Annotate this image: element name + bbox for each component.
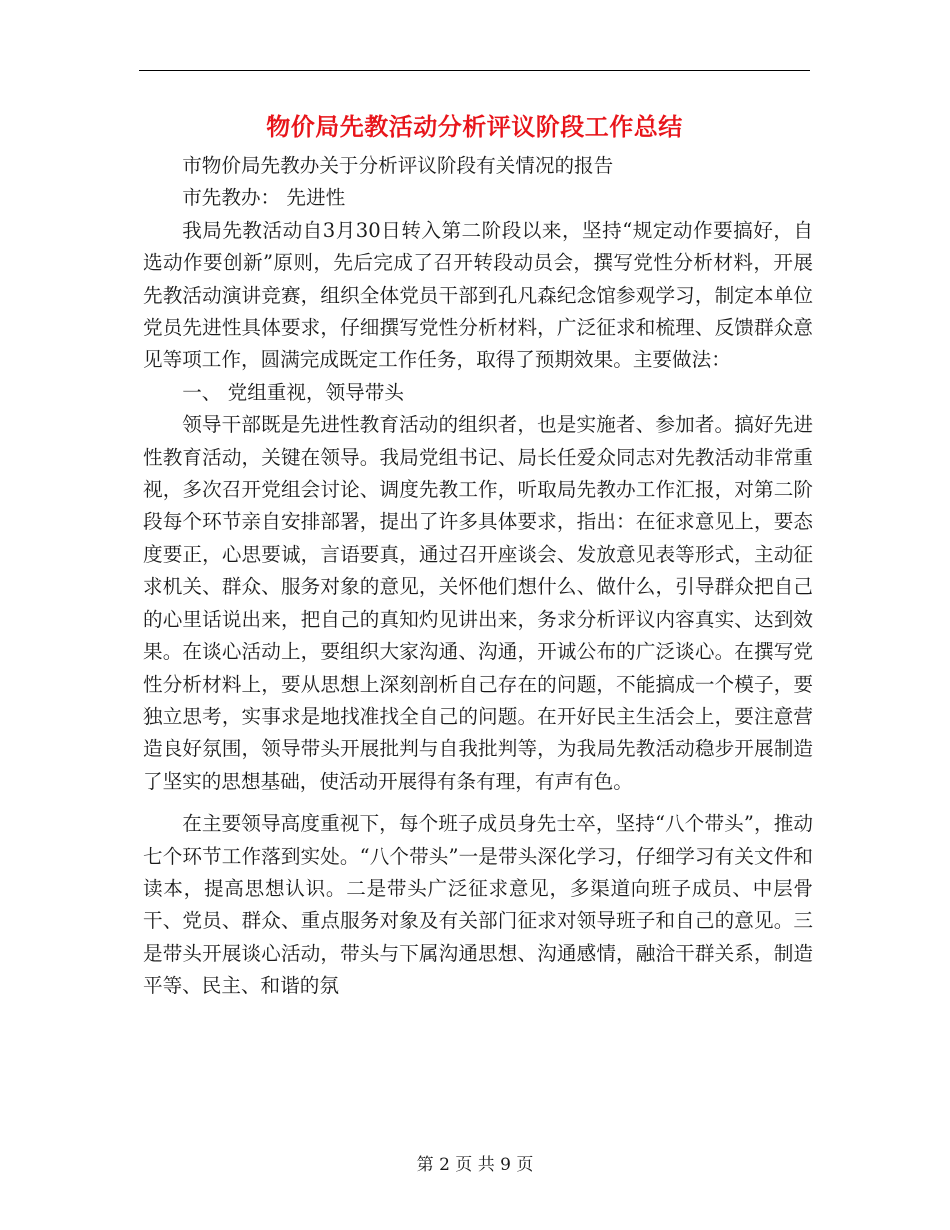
paragraph-salutation: 市先教办： 先进性 [182,186,346,210]
paragraph-eight-leads: 在主要领导高度重视下，每个班子成员身先士卒，坚持“八个带头”，推动七个环节工作落到实处。“八个带头”一是带头深化学习，仔细学习有关文件和读本，提高思想认识。二是带头广泛征求意见，多渠道向班子成员、中层骨干、党员、群众、重点服务对象及有关部门征求对领导班子和自己的意见。三是带头开展谈心活动，带头与下属沟通思想、沟通感情，融洽干群关系，制造平等、民主、和谐的氛 [143,812,813,998]
paragraph-report-heading: 市物价局先教办关于分析评议阶段有关情况的报告 [182,154,614,177]
page-number-footer: 第 2 页 共 9 页 [416,1155,534,1175]
document-title: 物价局先教活动分析评议阶段工作总结 [266,112,683,141]
document-body [143,150,813,1003]
section-heading-1: 一、 党组重视，领导带头 [182,380,404,404]
paragraph-intro: 我局先教活动自3月30日转入第二阶段以来，坚持“规定动作要搞好，自选动作要创新”原则，先后完成了召开转段动员会，撰写党性分析材料，开展先教活动演讲竞赛，组织全体党员干部到孔凡森纪念馆参观学习，制定本单位党员先进性具体要求，仔细撰写党性分析材料，广泛征求和梳理、反馈群众意见等项工作，圆满完成既定工作任务，取得了预期效果。主要做法： [143,218,813,372]
header-rule [139,70,810,71]
paragraph-leadership: 领导干部既是先进性教育活动的组织者，也是实施者、参加者。搞好先进性教育活动，关键在领导。我局党组书记、局长任爱众同志对先教活动非常重视，多次召开党组会讨论、调度先教工作，听取局先教办工作汇报，对第二阶段每个环节亲自安排部署，提出了许多具体要求，指出：在征求意见上，要态度要正，心思要诚，言语要真，通过召开座谈会、发放意见表等形式，主动征求机关、群众、服务对象的意见，关怀他们想什么、做什么，引导群众把自己的心里话说出来，把自己的真知灼见讲出来，务求分析评议内容真实、达到效果。在谈心活动上，要组织大家沟通、沟通，开诚公布的广泛谈心。在撰写党性分析材料上，要从思想上深刻剖析自己存在的问题，不能搞成一个模子，要独立思考，实事求是地找准找全自己的问题。在开好民主生活会上，要注意营造良好氛围，领导带头开展批判与自我批判等，为我局先教活动稳步开展制造了坚实的思想基础，使活动开展得有条有理，有声有色。 [143,413,813,793]
